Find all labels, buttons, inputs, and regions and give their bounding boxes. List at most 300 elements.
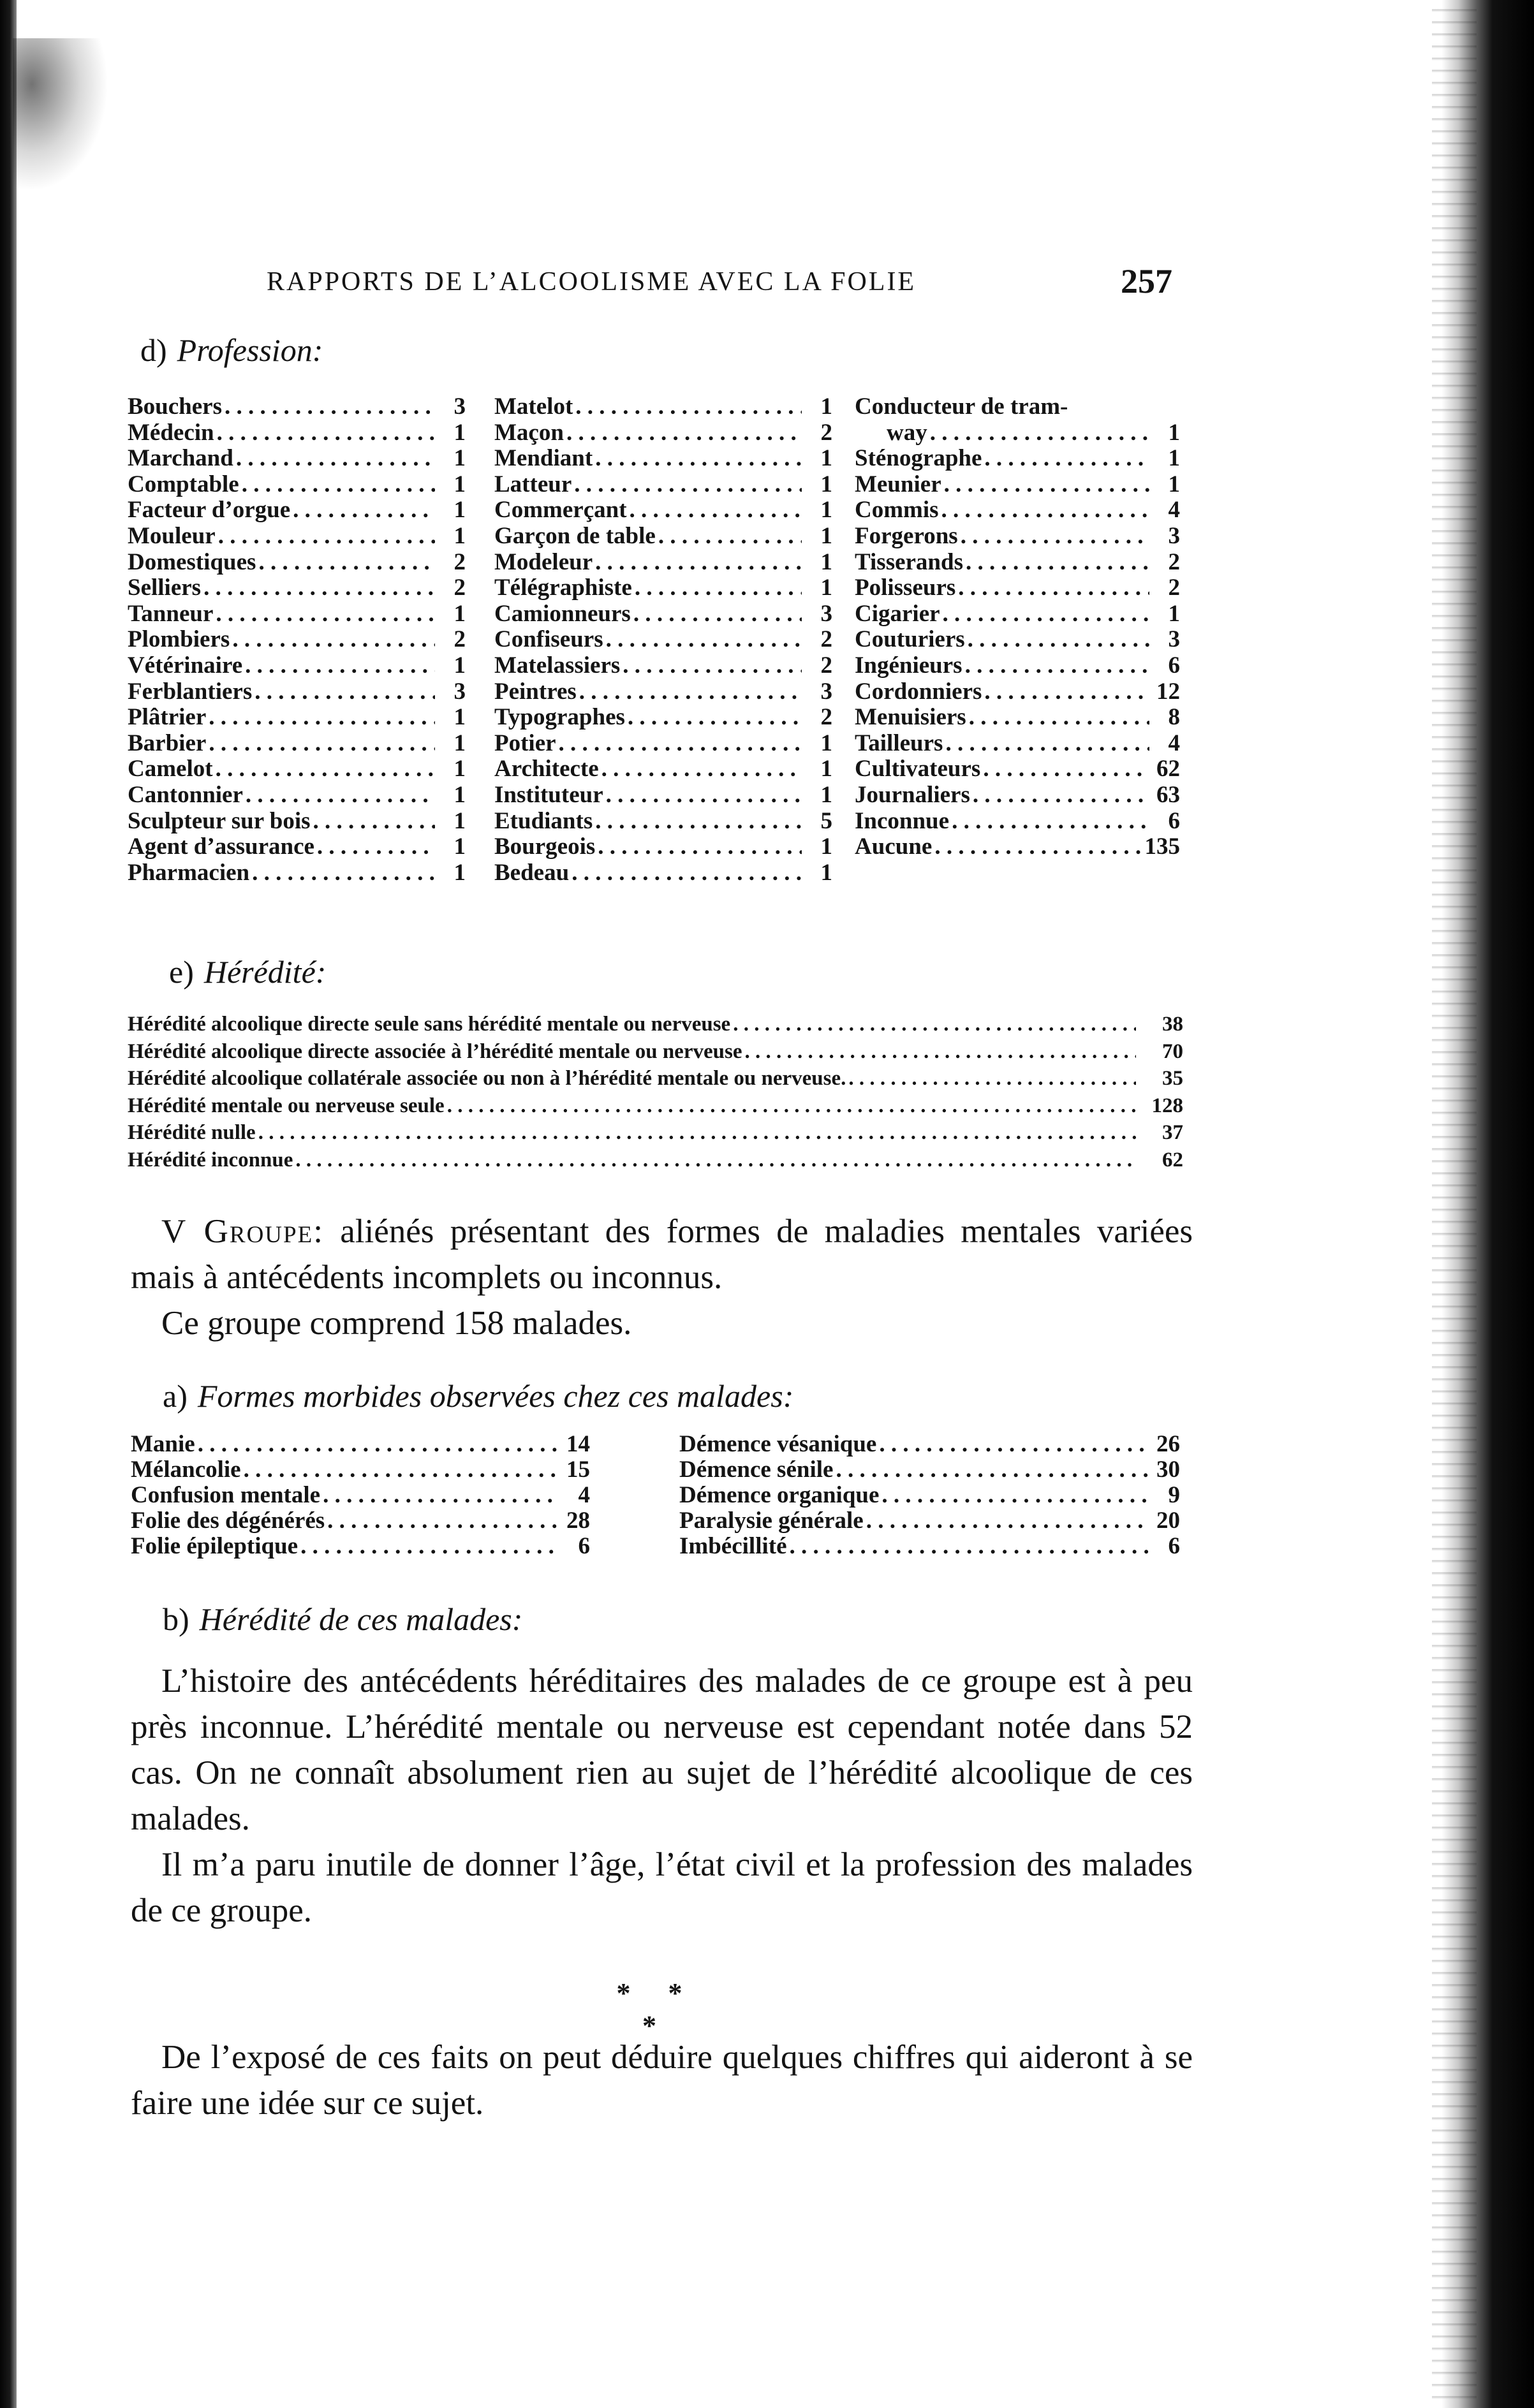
form-row (679, 1508, 1180, 1534)
profession-row-label: Confiseurs (494, 626, 603, 653)
dot-leader (848, 1065, 1136, 1092)
profession-row (128, 627, 466, 653)
profession-row-label: Sculpteur sur bois (128, 807, 311, 834)
heredity-paragraph-1: L’histoire des antécédents héréditaires des malades de ce groupe est à peu près inconnue. L’hérédité mentale ou nerveuse est cependant notée dans 52 cas. On ne connaît absolument rien au sujet de l’hérédité alcoolique de ces malades. (131, 1663, 1193, 1837)
profession-row (494, 809, 832, 835)
dot-leader (943, 601, 1149, 628)
dot-leader (623, 653, 802, 679)
profession-row (494, 834, 832, 860)
section-e-title: Hérédité: (203, 954, 327, 990)
profession-row (494, 705, 832, 731)
forms-column-left (131, 1432, 590, 1559)
dot-leader (559, 731, 802, 757)
profession-row-value: 1 (820, 756, 832, 782)
profession-row-label: Commerçant (494, 497, 627, 524)
dot-leader (879, 1432, 1149, 1457)
scan-smudge (13, 38, 108, 191)
dot-leader (941, 497, 1149, 524)
profession-row (128, 394, 466, 420)
profession-row-value: 1 (820, 859, 832, 886)
profession-row (128, 550, 466, 576)
form-row-label: Démence organique (679, 1482, 880, 1508)
profession-row (494, 446, 832, 472)
profession-row-value: 1 (820, 833, 832, 860)
profession-row-value: 4 (1168, 497, 1180, 524)
dot-leader (236, 446, 435, 472)
dot-leader (866, 1508, 1149, 1534)
profession-row-value: 1 (820, 471, 832, 497)
profession-row-value: 6 (1168, 652, 1180, 679)
profession-row (494, 394, 832, 420)
profession-row (855, 472, 1180, 498)
forms-column-right (679, 1432, 1180, 1559)
profession-row-label: Mendiant (494, 445, 593, 472)
dot-leader (934, 834, 1142, 860)
dot-leader (300, 1534, 559, 1559)
profession-row-value: 135 (1144, 833, 1180, 860)
profession-row-label: Plâtrier (128, 704, 207, 731)
section-separator: * * * (616, 1978, 698, 2041)
heredity-paragraphs (131, 1658, 1193, 1934)
profession-row-value: 1 (820, 575, 832, 601)
section-a-heading (163, 1377, 793, 1414)
profession-row (855, 705, 1180, 731)
form-row-label: Confusion mentale (131, 1482, 321, 1508)
heredity-row (128, 1092, 1183, 1120)
profession-row-label: Matelot (494, 393, 573, 420)
profession-row-value: 1 (454, 600, 466, 627)
profession-row-value: 2 (820, 652, 832, 679)
profession-row-value: 1 (454, 497, 466, 524)
profession-row-value: 1 (1168, 471, 1180, 497)
profession-row-label: Tanneur (128, 600, 214, 627)
profession-row (128, 834, 466, 860)
heredity-row (128, 1065, 1183, 1092)
dot-leader (969, 705, 1149, 731)
dot-leader (217, 420, 435, 446)
form-row (131, 1508, 590, 1534)
profession-row-label: Facteur d’orgue (128, 497, 291, 524)
section-b-heading (163, 1601, 522, 1638)
profession-row-label: Camionneurs (494, 600, 631, 627)
profession-row (855, 627, 1180, 653)
dot-leader (965, 653, 1149, 679)
profession-row-value: 6 (1168, 807, 1180, 834)
profession-row-label: Potier (494, 730, 556, 756)
profession-row (128, 653, 466, 679)
profession-row-label: Commis (855, 497, 939, 524)
heredity-paragraph-2: Il m’a paru inutile de donner l’âge, l’état civil et la profession des malades de ce groupe. (131, 1846, 1193, 1929)
dot-leader (790, 1534, 1149, 1559)
profession-row (855, 601, 1180, 628)
heredity-row-label: Hérédité inconnue (128, 1148, 293, 1171)
heredity-row-label: Hérédité nulle (128, 1121, 256, 1144)
profession-row-value: 1 (454, 859, 466, 886)
form-row (131, 1432, 590, 1457)
profession-row-label: Garçon de table (494, 522, 656, 549)
profession-row-label: Cantonnier (128, 781, 243, 808)
dot-leader (601, 756, 802, 782)
form-row-label: Folie des dégénérés (131, 1508, 325, 1534)
dot-leader (598, 834, 802, 860)
profession-column-3 (855, 394, 1180, 860)
profession-row (855, 446, 1180, 472)
form-row-value: 20 (1156, 1508, 1180, 1534)
dot-leader (633, 601, 802, 628)
group-five-count: Ce groupe comprend 158 malades. (161, 1305, 632, 1342)
heredity-row (128, 1011, 1183, 1038)
scan-edge-left (0, 0, 17, 2408)
dot-leader (944, 472, 1149, 498)
heredity-row (128, 1147, 1183, 1174)
section-b-marker: b) (163, 1601, 189, 1637)
profession-row (855, 782, 1180, 809)
form-row (679, 1483, 1180, 1508)
profession-row-label: Plombiers (128, 626, 230, 653)
profession-row (855, 834, 1180, 860)
profession-row-value: 5 (820, 807, 832, 834)
profession-row (128, 601, 466, 628)
section-d-title: Profession: (177, 332, 323, 368)
dot-leader (232, 627, 435, 653)
profession-row-label: Selliers (128, 575, 202, 601)
profession-row-label: Marchand (128, 445, 233, 472)
profession-row-value: 4 (1168, 730, 1180, 756)
profession-row (494, 497, 832, 524)
profession-row-value: 1 (454, 522, 466, 549)
profession-row-value: 1 (820, 548, 832, 575)
heredity-row (128, 1119, 1183, 1147)
profession-row-label: Modeleur (494, 548, 593, 575)
form-row-value: 26 (1156, 1431, 1180, 1457)
profession-row (494, 731, 832, 757)
profession-row-label: Meunier (855, 471, 941, 497)
dot-leader (983, 756, 1149, 782)
profession-row-label: Bouchers (128, 393, 222, 420)
profession-row-label: Mouleur (128, 522, 216, 549)
dot-leader (209, 731, 435, 757)
profession-row-label: Couturiers (855, 626, 965, 653)
profession-row-value: 2 (1168, 548, 1180, 575)
dot-leader (930, 420, 1149, 446)
form-row-label: Mélancolie (131, 1457, 241, 1483)
section-d-marker: d) (140, 332, 167, 368)
profession-row-label: Inconnue (855, 807, 950, 834)
profession-column-2 (494, 394, 832, 886)
profession-row (494, 860, 832, 886)
page-number: 257 (1121, 262, 1172, 300)
dot-leader (658, 524, 802, 550)
dot-leader (258, 550, 435, 576)
form-row-value: 28 (566, 1508, 590, 1534)
profession-row-value: 1 (820, 393, 832, 420)
group-five-text: aliénés présentant des formes de maladies mentales variées mais à antécédents incomplets ou inconnus. (131, 1213, 1193, 1296)
dot-leader (958, 575, 1149, 601)
profession-row (128, 809, 466, 835)
heredity-row-value: 38 (1162, 1013, 1183, 1036)
dot-leader (952, 809, 1149, 835)
heredity-row-value: 37 (1162, 1121, 1183, 1144)
profession-row-value: 1 (820, 497, 832, 524)
dot-leader (968, 627, 1149, 653)
profession-row (128, 756, 466, 782)
dot-leader (984, 446, 1149, 472)
heredity-table (128, 1011, 1183, 1173)
profession-row (494, 472, 832, 498)
dot-leader (595, 550, 802, 576)
profession-row-label: Barbier (128, 730, 207, 756)
profession-row-label: Instituteur (494, 781, 603, 808)
profession-row-label: Polisseurs (855, 575, 956, 601)
profession-row (855, 420, 1180, 446)
profession-row (494, 679, 832, 705)
profession-row-label: Matelassiers (494, 652, 621, 679)
profession-row-value: 3 (820, 678, 832, 705)
profession-row-label: Tailleurs (855, 730, 943, 756)
dot-leader (317, 834, 435, 860)
dot-leader (323, 1483, 559, 1508)
section-a-marker: a) (163, 1378, 188, 1414)
profession-row (855, 756, 1180, 782)
profession-row-label: Agent d’assurance (128, 833, 314, 860)
closing-paragraph (131, 2034, 1193, 2126)
profession-row-label: Cultivateurs (855, 756, 981, 782)
dot-leader (881, 1483, 1149, 1508)
dot-leader (635, 575, 802, 601)
form-row (679, 1534, 1180, 1559)
profession-row (128, 472, 466, 498)
profession-row-value: 1 (454, 652, 466, 679)
profession-row-value: 2 (454, 575, 466, 601)
dot-leader (216, 756, 435, 782)
section-e-heading (169, 953, 326, 990)
profession-row-value: 1 (454, 704, 466, 731)
profession-row (128, 497, 466, 524)
profession-row-value: 1 (454, 781, 466, 808)
profession-row-label: Domestiques (128, 548, 256, 575)
profession-row (128, 705, 466, 731)
profession-row-value: 62 (1156, 756, 1180, 782)
profession-row-label: Forgerons (855, 522, 958, 549)
profession-row (128, 420, 466, 446)
profession-row (494, 524, 832, 550)
dot-leader (595, 446, 802, 472)
section-b-title: Hérédité de ces malades: (199, 1601, 523, 1637)
dot-leader (961, 524, 1149, 550)
heredity-row-value: 62 (1162, 1148, 1183, 1171)
form-row-label: Démence sénile (679, 1457, 834, 1483)
profession-row-value: 1 (820, 445, 832, 472)
form-row-label: Folie épileptique (131, 1533, 299, 1559)
profession-row-value: 3 (1168, 626, 1180, 653)
form-row-value: 30 (1156, 1457, 1180, 1483)
profession-row-label: Cordonniers (855, 678, 982, 705)
profession-row-label: way (887, 419, 927, 446)
profession-row (855, 731, 1180, 757)
profession-row-value: 1 (454, 833, 466, 860)
profession-row-value: 2 (820, 704, 832, 731)
profession-row (494, 550, 832, 576)
profession-row-value: 2 (1168, 575, 1180, 601)
group-five-heading: V Groupe: (161, 1213, 324, 1250)
closing-text: De l’exposé de ces faits on peut déduire quelques chiffres qui aideront à se faire une idée sur ce sujet. (131, 2039, 1193, 2122)
dot-leader (575, 394, 802, 420)
dot-leader (595, 809, 802, 835)
profession-row-label: Menuisiers (855, 704, 966, 731)
profession-row-label: Latteur (494, 471, 572, 497)
profession-row-value: 1 (820, 781, 832, 808)
profession-row (855, 809, 1180, 835)
dot-leader (630, 497, 802, 524)
dot-leader (293, 497, 435, 524)
form-row-value: 14 (566, 1431, 590, 1457)
profession-row-value: 1 (1168, 445, 1180, 472)
dot-leader (579, 679, 802, 705)
profession-row-value: 1 (454, 807, 466, 834)
profession-row-label: Comptable (128, 471, 239, 497)
profession-row-value: 1 (454, 471, 466, 497)
profession-row-value: 1 (454, 730, 466, 756)
dot-leader (574, 472, 802, 498)
profession-row-label: Médecin (128, 419, 214, 446)
profession-row-value: 1 (1168, 419, 1180, 446)
dot-leader (447, 1092, 1136, 1120)
dot-leader (209, 705, 435, 731)
profession-row-value: 1 (454, 445, 466, 472)
profession-row (128, 860, 466, 886)
form-row-label: Imbécillité (679, 1533, 787, 1559)
section-d-heading (140, 332, 323, 369)
profession-row-label: Ferblantiers (128, 678, 253, 705)
group-five-paragraph (131, 1208, 1193, 1346)
profession-row (128, 446, 466, 472)
dot-leader (744, 1038, 1136, 1066)
profession-row-value: 3 (454, 678, 466, 705)
form-row-value: 6 (1168, 1533, 1180, 1559)
profession-row-value: 3 (820, 600, 832, 627)
dot-leader (984, 679, 1149, 705)
dot-leader (244, 1457, 559, 1483)
form-row (679, 1432, 1180, 1457)
profession-row (855, 653, 1180, 679)
section-e-marker: e) (169, 954, 194, 990)
profession-row (494, 627, 832, 653)
profession-row-value: 3 (1168, 522, 1180, 549)
profession-row-label: Camelot (128, 756, 213, 782)
profession-row-value: 1 (1168, 600, 1180, 627)
profession-row (494, 575, 832, 601)
profession-row-value: 2 (820, 626, 832, 653)
running-header (267, 261, 1172, 306)
dot-leader (606, 782, 802, 809)
section-a-title: Formes morbides observées chez ces malades: (197, 1378, 794, 1414)
form-row (679, 1457, 1180, 1483)
profession-row (855, 394, 1180, 420)
profession-row (494, 601, 832, 628)
profession-row (855, 550, 1180, 576)
running-title: RAPPORTS DE L’ALCOOLISME AVEC LA FOLIE (267, 267, 917, 297)
heredity-row-value: 35 (1162, 1067, 1183, 1090)
profession-row-value: 1 (820, 522, 832, 549)
scan-speckle (1432, 0, 1477, 2408)
profession-row (128, 524, 466, 550)
form-row-label: Manie (131, 1431, 195, 1457)
profession-row-label: Pharmacien (128, 859, 250, 886)
profession-row-label: Journaliers (855, 781, 970, 808)
dot-leader (254, 679, 435, 705)
heredity-row-label: Hérédité alcoolique collatérale associée ou non à l’hérédité mentale ou nerveuse. (128, 1067, 846, 1090)
profession-row-label: Cigarier (855, 600, 940, 627)
dot-leader (225, 394, 435, 420)
profession-row (494, 782, 832, 809)
profession-row (855, 497, 1180, 524)
profession-row-label: Peintres (494, 678, 577, 705)
profession-row-value: 2 (454, 626, 466, 653)
profession-row-value: 1 (454, 756, 466, 782)
heredity-row-label: Hérédité alcoolique directe seule sans hérédité mentale ou nerveuse (128, 1013, 731, 1036)
profession-row (855, 524, 1180, 550)
heredity-row (128, 1038, 1183, 1066)
profession-row (494, 756, 832, 782)
form-row-label: Paralysie générale (679, 1508, 864, 1534)
form-row (131, 1534, 590, 1559)
profession-row-label: Sténographe (855, 445, 982, 472)
profession-row-label: Tisserands (855, 548, 963, 575)
form-row-value: 15 (566, 1457, 590, 1483)
dot-leader (973, 782, 1149, 809)
profession-row-label: Télégraphiste (494, 575, 632, 601)
profession-column-1 (128, 394, 466, 886)
dot-leader (245, 653, 435, 679)
profession-row (855, 679, 1180, 705)
profession-row-label: Ingénieurs (855, 652, 962, 679)
form-row (131, 1457, 590, 1483)
profession-row-value: 63 (1156, 781, 1180, 808)
profession-row-value: 3 (454, 393, 466, 420)
form-row-label: Démence vésanique (679, 1431, 877, 1457)
dot-leader (945, 731, 1149, 757)
dot-leader (246, 782, 435, 809)
profession-row (128, 575, 466, 601)
profession-row-label: Maçon (494, 419, 564, 446)
profession-row-label: Typographes (494, 704, 625, 731)
profession-row-value: 8 (1168, 704, 1180, 731)
profession-row (128, 679, 466, 705)
profession-row (128, 782, 466, 809)
dot-leader (628, 705, 802, 731)
dot-leader (606, 627, 802, 653)
dot-leader (216, 601, 435, 628)
profession-row (128, 731, 466, 757)
form-row (131, 1483, 590, 1508)
profession-label: Conducteur de tram- (855, 393, 1068, 420)
profession-row (494, 653, 832, 679)
dot-leader (966, 550, 1149, 576)
heredity-row-label: Hérédité mentale ou nerveuse seule (128, 1094, 445, 1117)
profession-row-label: Etudiants (494, 807, 593, 834)
form-row-value: 4 (578, 1482, 590, 1508)
profession-row-label: Aucune (855, 833, 933, 860)
dot-leader (252, 860, 435, 886)
heredity-row-label: Hérédité alcoolique directe associée à l’hérédité mentale ou nerveuse (128, 1039, 742, 1063)
dot-leader (218, 524, 435, 550)
profession-row (494, 420, 832, 446)
dot-leader (572, 860, 802, 886)
profession-row-value: 2 (820, 419, 832, 446)
dot-leader (733, 1011, 1136, 1038)
profession-row-value: 12 (1156, 678, 1180, 705)
dot-leader (836, 1457, 1149, 1483)
